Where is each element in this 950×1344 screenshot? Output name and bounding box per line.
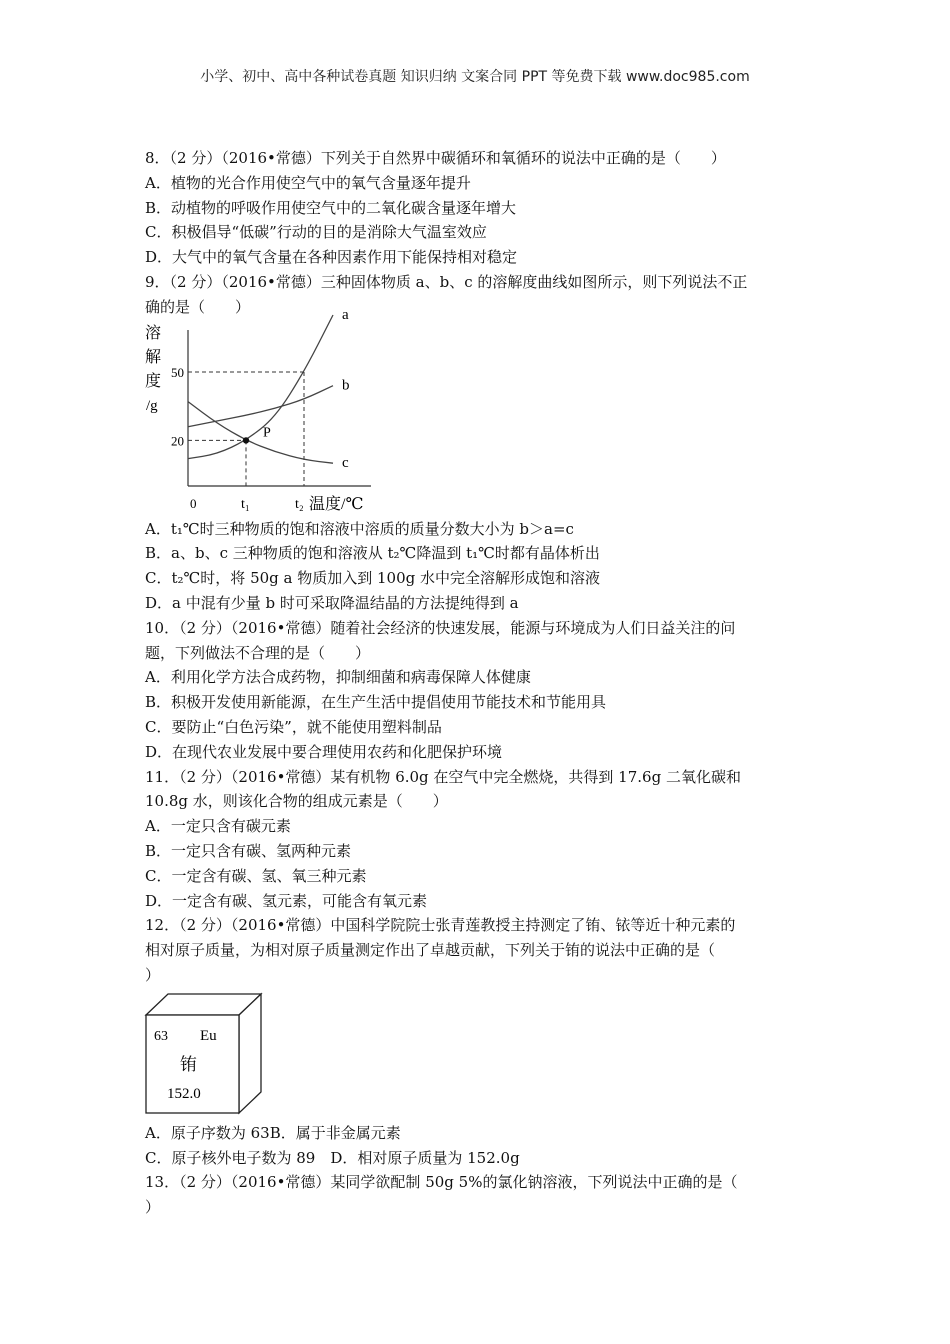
option-d: D．一定含有碳、氢元素，可能含有氧元素 bbox=[145, 891, 428, 910]
curve-label-b: b bbox=[342, 377, 350, 394]
exam-content bbox=[145, 146, 810, 1220]
option-a: A．植物的光合作用使空气中的氧气含量逐年提升 bbox=[145, 173, 471, 192]
curve-label-c: c bbox=[342, 454, 349, 471]
curve-b bbox=[188, 385, 333, 426]
curve-c bbox=[188, 401, 333, 463]
element-name: 铕 bbox=[180, 1054, 197, 1074]
option-d: D．在现代农业发展中要合理使用农药和化肥保护环境 bbox=[145, 742, 503, 761]
option-a: A．t₁℃时三种物质的饱和溶液中溶质的质量分数大小为 b＞a=c bbox=[145, 519, 574, 538]
question-stem-cont: ） bbox=[145, 965, 161, 984]
option-d: D．a 中混有少量 b 时可采取降温结晶的方法提纯得到 a bbox=[145, 593, 519, 612]
option-c: C．积极倡导“低碳”行动的目的是消除大气温室效应 bbox=[145, 223, 487, 242]
question-10 bbox=[145, 616, 810, 765]
option-a: A．一定只含有碳元素 bbox=[145, 817, 291, 836]
option-c-d: C．原子核外电子数为 89 D．相对原子质量为 152.0g bbox=[145, 1148, 520, 1167]
y-label-char: 度 bbox=[145, 372, 162, 390]
x-axis-label: 温度/℃ bbox=[309, 495, 364, 513]
option-b: B．动植物的呼吸作用使空气中的二氧化碳含量逐年增大 bbox=[145, 198, 517, 217]
question-stem: 13．（2 分）（2016•常德）某同学欲配制 50g 5%的氯化钠溶液，下列说法中正确的是（ bbox=[145, 1173, 738, 1192]
option-b: B．a、b、c 三种物质的饱和溶液从 t₂℃降温到 t₁℃时都有晶体析出 bbox=[145, 544, 600, 563]
y-axis-label bbox=[145, 324, 161, 414]
question-stem-cont: 10.8g 水，则该化合物的组成元素是（ ） bbox=[145, 792, 448, 811]
option-c: C．要防止“白色污染”，就不能使用塑料制品 bbox=[145, 717, 442, 736]
question-stem-cont: ） bbox=[145, 1198, 161, 1217]
question-stem-cont: 确的是（ ） bbox=[145, 297, 251, 316]
question-stem-cont: 相对原子质量，为相对原子质量测定作出了卓越贡献，下列关于铕的说法中正确的是（ bbox=[145, 941, 716, 960]
card-side-face bbox=[239, 994, 261, 1113]
curve-label-a: a bbox=[342, 306, 349, 323]
curve-a bbox=[188, 315, 333, 459]
question-stem: 12．（2 分）（2016•常德）中国科学院院士张青莲教授主持测定了铕、铱等近十种元素的 bbox=[145, 916, 736, 935]
y-tick-label: 50 bbox=[171, 364, 184, 380]
question-stem: 8．（2 分）（2016•常德）下列关于自然界中碳循环和氧循环的说法中正确的是（ ） bbox=[145, 149, 726, 167]
y-label-char: 溶 bbox=[145, 324, 162, 342]
question-stem: 10．（2 分）（2016•常德）随着社会经济的快速发展，能源与环境成为人们日益关注的问 bbox=[145, 618, 736, 637]
question-stem: 11．（2 分）（2016•常德）某有机物 6.0g 在空气中完全燃烧，共得到 17.6g 二氧化碳和 bbox=[145, 767, 741, 786]
option-c: C．t₂℃时，将 50g a 物质加入到 100g 水中完全溶解形成饱和溶液 bbox=[145, 569, 601, 588]
question-11 bbox=[145, 765, 810, 914]
y-label-char: /g bbox=[146, 397, 158, 414]
option-c: C．一定含有碳、氢、氧三种元素 bbox=[145, 866, 367, 885]
option-d: D．大气中的氧气含量在各种因素作用下能保持相对稳定 bbox=[145, 248, 518, 267]
option-a: A．利用化学方法合成药物，抑制细菌和病毒保障人体健康 bbox=[145, 668, 531, 687]
element-card-svg bbox=[145, 993, 295, 1115]
question-13 bbox=[145, 1170, 810, 1220]
question-8 bbox=[145, 146, 810, 270]
x-tick-label: t₁ bbox=[241, 496, 250, 512]
question-9 bbox=[145, 270, 810, 616]
element-symbol: Eu bbox=[200, 1027, 217, 1044]
origin-label: 0 bbox=[190, 495, 197, 511]
page-header: 小学、初中、高中各种试卷真题 知识归纳 文案合同 PPT 等免费下载 www.doc985.com bbox=[200, 69, 750, 85]
atomic-mass: 152.0 bbox=[167, 1085, 201, 1102]
x-tick-label: t₂ bbox=[295, 496, 304, 512]
y-tick-label: 20 bbox=[171, 432, 184, 448]
element-card-europium bbox=[145, 993, 295, 1115]
option-b: B．一定只含有碳、氢两种元素 bbox=[145, 841, 352, 860]
point-label: P bbox=[263, 424, 271, 440]
question-stem-cont: 题，下列做法不合理的是（ ） bbox=[145, 643, 371, 662]
intersection-point bbox=[243, 437, 249, 443]
question-stem: 9．（2 分）（2016•常德）三种固体物质 a、b、c 的溶解度曲线如图所示，则下列说法不正 bbox=[145, 272, 748, 291]
y-label-char: 解 bbox=[145, 348, 162, 366]
question-12 bbox=[145, 913, 810, 1170]
atomic-number: 63 bbox=[154, 1028, 168, 1044]
option-b: B．积极开发使用新能源，在生产生活中提倡使用节能技术和节能用具 bbox=[145, 693, 607, 712]
option-a-b: A．原子序数为 63B．属于非金属元素 bbox=[145, 1123, 401, 1142]
